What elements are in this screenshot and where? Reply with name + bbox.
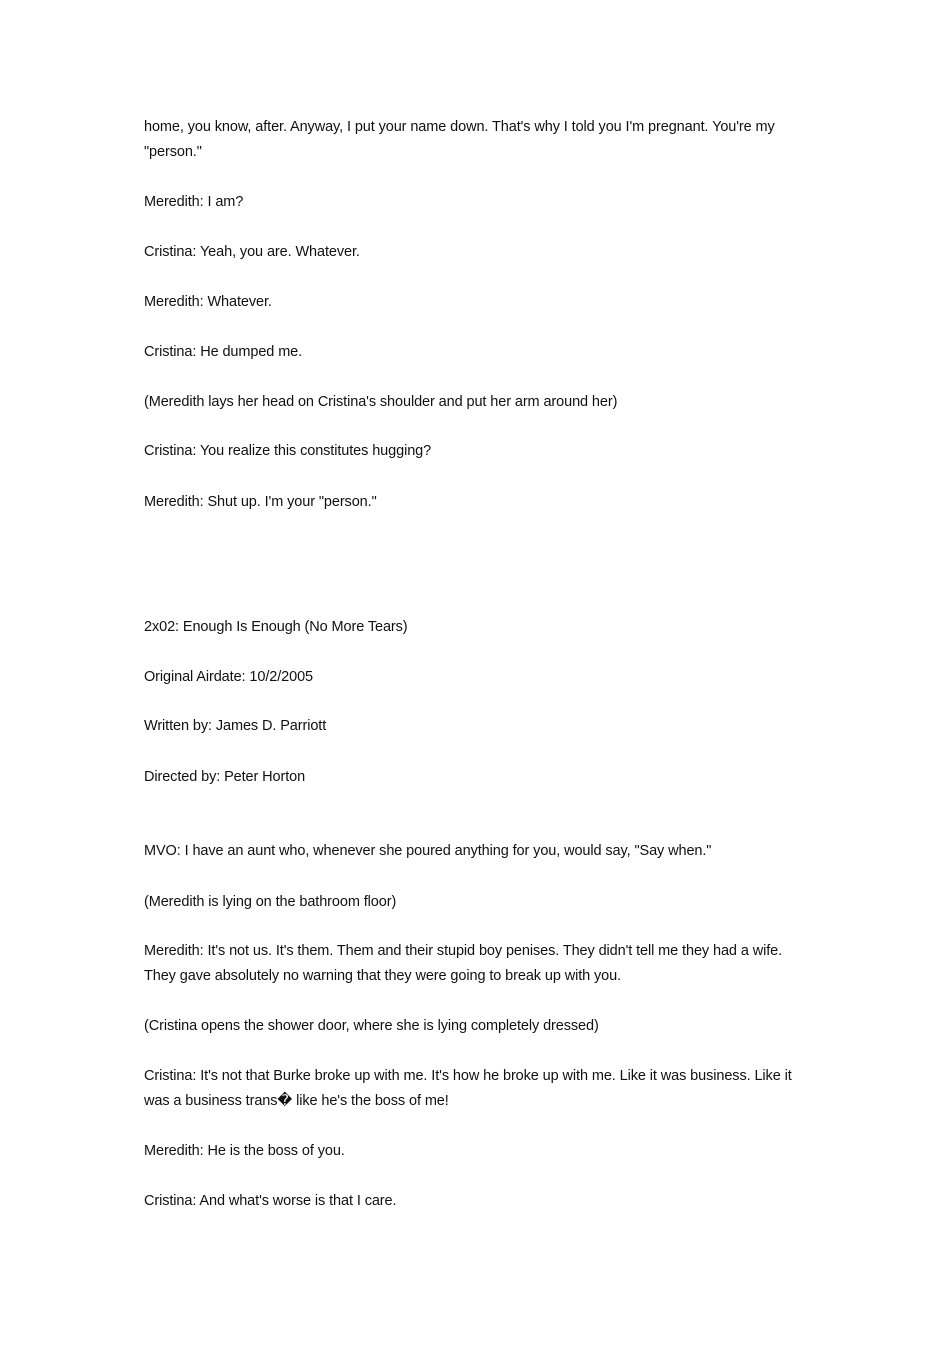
dialogue-line: Meredith: Shut up. I'm your "person.": [144, 494, 377, 510]
dialogue-line: Cristina: And what's worse is that I care.: [144, 1193, 397, 1209]
dialogue-line: Meredith: It's not us. It's them. Them and their stupid boy penises. They didn't tell me they had a wife. They gave absolutely no warning that they were going to break up with you.: [144, 943, 783, 984]
episode-title: 2x02: Enough Is Enough (No More Tears): [144, 619, 408, 635]
stage-direction: (Meredith is lying on the bathroom floor): [144, 894, 397, 910]
dialogue-line: Cristina: He dumped me.: [144, 344, 303, 360]
stage-direction: (Cristina opens the shower door, where she is lying completely dressed): [144, 1018, 599, 1034]
dialogue-line: Cristina: You realize this constitutes hugging?: [144, 443, 432, 459]
voiceover-line: MVO: I have an aunt who, whenever she poured anything for you, would say, "Say when.": [144, 843, 712, 859]
dialogue-continuation: home, you know, after. Anyway, I put your name down. That's why I told you I'm pregnant. You're my "person.": [144, 119, 775, 160]
episode-director: Directed by: Peter Horton: [144, 769, 306, 785]
dialogue-line: Meredith: He is the boss of you.: [144, 1143, 345, 1159]
stage-direction: (Meredith lays her head on Cristina's shoulder and put her arm around her): [144, 394, 618, 410]
dialogue-line: Meredith: I am?: [144, 194, 244, 210]
dialogue-line: Cristina: It's not that Burke broke up with me. It's how he broke up with me. Like it was business. Like it was a business trans� like he's the boss of me!: [144, 1068, 792, 1109]
dialogue-line: Meredith: Whatever.: [144, 294, 272, 310]
episode-writer: Written by: James D. Parriott: [144, 718, 327, 734]
dialogue-line: Cristina: Yeah, you are. Whatever.: [144, 244, 360, 260]
episode-airdate: Original Airdate: 10/2/2005: [144, 669, 313, 685]
